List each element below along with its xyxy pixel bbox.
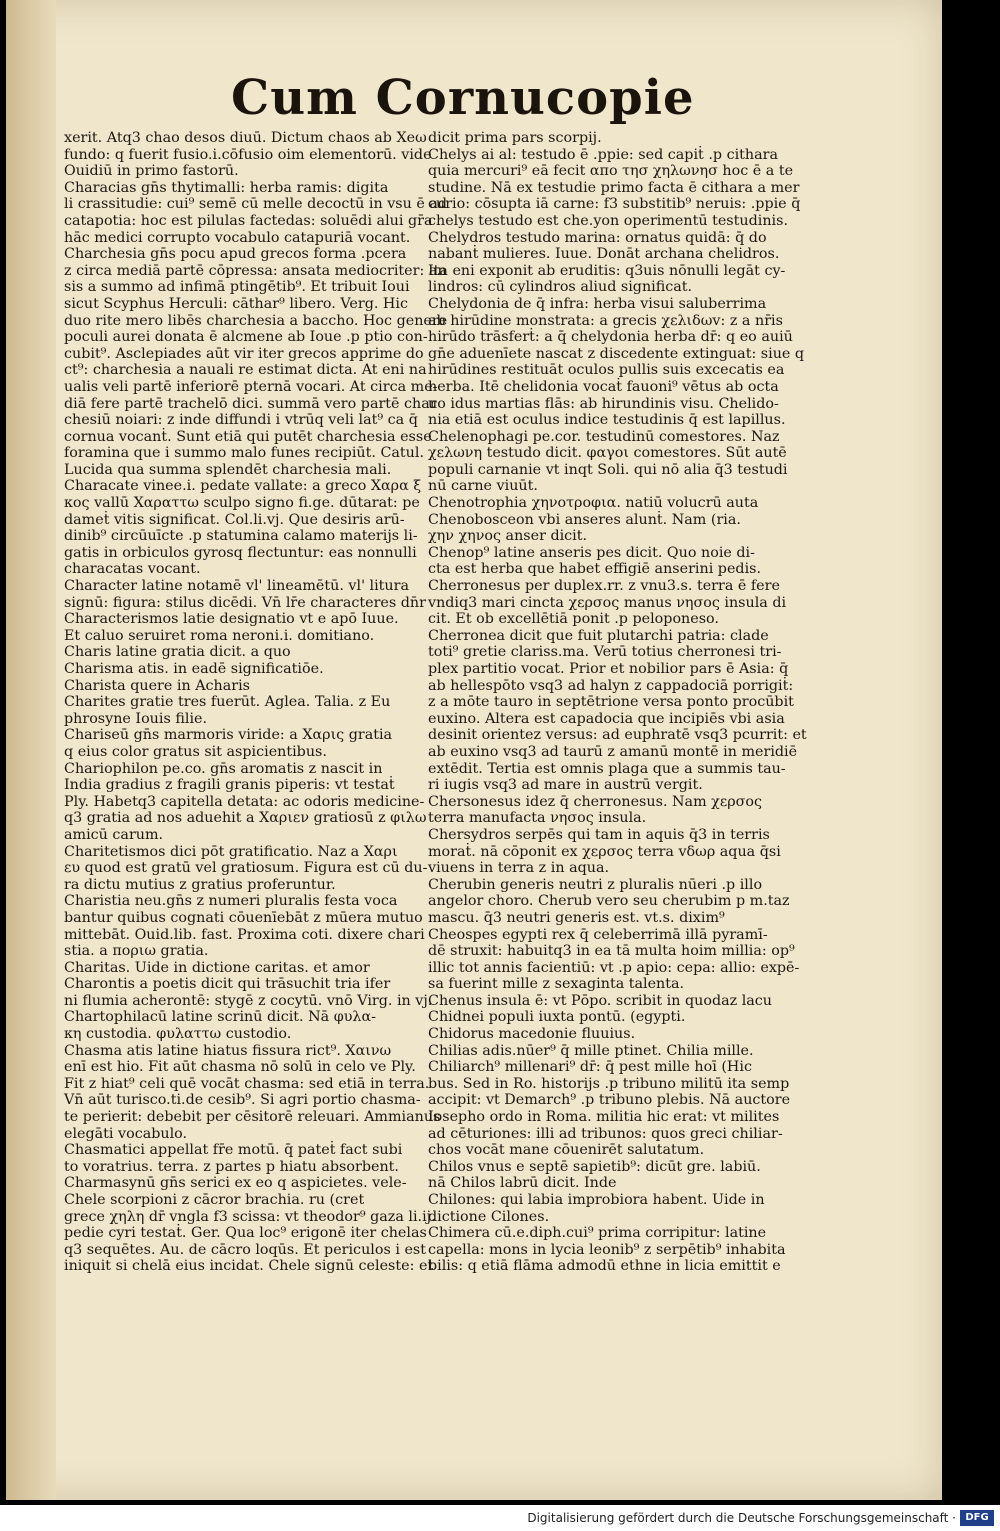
text-line: te perierit: debebit per cēsitorē releuari. Ammianus bbox=[64, 1109, 441, 1126]
text-line: Chelys ai al: testudo ē .ppie: sed capiṫ .p cithara bbox=[428, 146, 778, 163]
text-line: bantur quibus cognati cōuenīebāt z mūera mutuo bbox=[64, 909, 423, 926]
text-line: Ply. Habetq3 capitella detata: ac odoris medicine- bbox=[64, 793, 425, 810]
text-line: grece χηλη dr̄ vngla f3 scissa: vt theodor⁹ gaza li.ij. bbox=[64, 1208, 436, 1225]
text-line: ad cēturiones: illi ad tribunos: quos greci chiliar- bbox=[428, 1125, 783, 1142]
text-line: nū carne viuūt. bbox=[428, 478, 538, 495]
footer-bar bbox=[0, 1505, 1000, 1531]
text-line: Chersonesus idez q̄ cherronesus. Nam χερσος bbox=[428, 793, 763, 810]
text-line: cornua vocanṫ. Sunt etiā qui putēt charchesia esse bbox=[64, 428, 432, 445]
text-line: cit. Et ob excellētiā ponit .p peloponeso. bbox=[428, 611, 719, 628]
text-line: mascu. q̄3 neutri generis est. vt.s. dixim⁹ bbox=[428, 909, 725, 926]
text-line: amicū carum. bbox=[64, 826, 164, 843]
text-line: Character latine notamē vl' lineamētū. vl' litura bbox=[64, 578, 409, 595]
text-line: characatas vocant. bbox=[64, 561, 201, 578]
text-line: plex partitio vocat. Prior et nobilior pars ē Asia: q̄ bbox=[428, 661, 789, 677]
text-line: extēdit. Tertia est omnis plaga que a summis tau- bbox=[428, 760, 786, 777]
text-line: ri iugis vsq3 ad mare in austrū vergit. bbox=[428, 777, 703, 794]
text-line: dameṫ vitis significat. Col.li.vj. Que desiris arū- bbox=[64, 511, 405, 528]
text-line: z a mōte tauro in septētrione versa ponto procūbit bbox=[428, 694, 794, 711]
text-line: quia mercuri⁹ eā fecit απο τησ χηλωνησ hoc ē a te bbox=[428, 163, 794, 180]
text-line: dinib⁹ circūuīcte .p statumina calamo materijs li- bbox=[64, 528, 418, 545]
text-line: Charites gratie tres fuerūt. Aglea. Talia. z Eu bbox=[64, 694, 391, 711]
text-line: Vn̄ aūt turisco.ti.de cesib⁹. Si agri portio chasma- bbox=[64, 1092, 421, 1109]
text-line: Chidnei populi iuxta pontū. (egypti. bbox=[428, 1009, 686, 1026]
text-line: ra dictu mutius z gratius proferuntur. bbox=[64, 876, 336, 893]
running-head: Cum Cornucopie bbox=[231, 70, 695, 126]
text-line: fundo: q fuerit fusio.i.cōfusio oim elementorū. vide bbox=[64, 146, 432, 163]
text-line: Chilones: qui labia improbiora habent. Uide in bbox=[428, 1192, 765, 1208]
text-line: Fit z hiat⁹ celi quē vocāt chasma: sed etiā in terra. bbox=[64, 1075, 430, 1092]
text-line: Charistia neu.gn̄s z numeri pluralis festa voca bbox=[64, 893, 398, 910]
text-line: Chele scorpioni z cācror brachia. ru (cret bbox=[64, 1192, 365, 1208]
footer-credit: Digitalisierung gefördert durch die Deutsche Forschungsgemeinschaft · bbox=[527, 1511, 956, 1525]
text-line: Characterismos latie designatio vt e apō Iuue. bbox=[64, 611, 399, 628]
text-line: pedie cyri testaṫ. Ger. Qua loc⁹ erigonē iter chelas bbox=[64, 1225, 427, 1242]
text-line: lindros: cū cylindros aliud significat. bbox=[428, 279, 693, 296]
text-line: Chelydonia de q̄ infra: herba visui saluberrima bbox=[428, 295, 767, 312]
text-line: Chersydros serpēs qui tam in aquis q̄3 in terris bbox=[428, 826, 770, 843]
text-line: nia etiā est oculus indice testudinis q̄ est lapillus. bbox=[428, 412, 786, 429]
text-line: cta est herba que habet effigiē anserini pedis. bbox=[428, 561, 762, 578]
text-line: diā fere partē trachelō dici. summā vero partē char bbox=[64, 395, 437, 412]
text-line: Chiliarch⁹ millenari⁹ dr̄: q̄ pest mille hoī (Hic bbox=[428, 1059, 752, 1076]
text-line: sicut Scyphus Herculi: cāthar⁹ libero. Verg. Hic bbox=[64, 295, 408, 312]
text-line: Chasmatici appellat fr̄e motū. q̄ pateṫ fact subi bbox=[64, 1142, 403, 1159]
text-line: poculi aurei donata ē alcmene ab Ioue .p ptio con- bbox=[64, 329, 428, 346]
text-line: foramina que i summo malo funes recipiūt. Catul. bbox=[64, 445, 424, 462]
text-line: Ita eni exponit ab eruditis: q3uis nōnulli legāt cy- bbox=[428, 262, 786, 279]
text-line: India gradius z fragili granis piperis: vt testaṫ bbox=[64, 777, 395, 794]
text-line: chos vocāt mane cōuenirēt salutatum. bbox=[428, 1142, 705, 1159]
text-line: Charontis a poetis dicit qui trāsuchit tria ifer bbox=[64, 976, 391, 993]
text-line: stia. a ποριω gratia. bbox=[64, 943, 209, 960]
text-line: terra manufacta νησος insula. bbox=[428, 810, 647, 827]
text-line: dicit prima pars scorpij. bbox=[428, 130, 602, 146]
text-line: q eius color gratus sit aspicientibus. bbox=[64, 743, 327, 760]
text-line: Charitetismos dici pōt gratificatio. Naz a Χαρι bbox=[64, 843, 398, 860]
text-line: vndiq3 mari cincta χερσος manus νησος insula di bbox=[428, 594, 787, 611]
text-line: curio: cōsupta iā carne: f3 substitib⁹ neruis: .ppie q̄ bbox=[428, 196, 801, 213]
text-line: ct⁹: charchesia a nauali re estimat dicta. At eni na bbox=[64, 362, 427, 379]
text-line: Ouidiū in primo fastorū. bbox=[64, 163, 239, 180]
page-gutter bbox=[6, 0, 56, 1500]
text-line: Chartophilacū latine scrinū dicit. Nā φυλα- bbox=[64, 1009, 376, 1026]
text-line: nabanṫ mulieres. Iuue. Donāt archana chelidros. bbox=[428, 246, 780, 263]
text-line: li crassitudie: cui⁹ semē cū melle decoctū in vsu ē ad bbox=[64, 196, 448, 213]
text-line: ευ quod est gratū vel gratiosum. Figura est cū du- bbox=[64, 860, 428, 877]
text-line: illic tot annis facientiū: vt .p apio: cepa: allio: expē- bbox=[428, 959, 800, 976]
text-line: accipit: vt Demarch⁹ .p tribuno plebis. Nā auctore bbox=[428, 1092, 791, 1109]
text-line: hirūdo trāsferṫ: a q̄ chelydonia herba dr̄: q eo auiū bbox=[428, 329, 793, 346]
text-line: hāc medici corrupto vocabulo catapuriā vocant. bbox=[64, 229, 411, 246]
text-line: euxino. Altera est capadocia que incipiēs vbi asia bbox=[428, 710, 785, 727]
text-line: Cherronesus per duplex.rr. z vnu3.s. terra ē fere bbox=[428, 578, 780, 595]
text-line: bus. Sed in Ro. historijs .p tribuno militū ita semp bbox=[428, 1075, 790, 1092]
text-line: Chimera cū.e.diph.cui⁹ prima corripitur: latine bbox=[428, 1225, 767, 1242]
text-line: gn̄e aduenīete nascat z discedente extinguat: siue q bbox=[428, 345, 805, 362]
text-line: dictione Cilones. bbox=[428, 1208, 550, 1225]
text-line: κος vallū Χαραττω sculpo signo fi.ge. dūtarat: pe bbox=[64, 495, 420, 512]
text-line: nā Chilos labrū dicit. Inde bbox=[428, 1175, 617, 1192]
text-line: Chasma atis latine hiatus fissura rict⁹. Χαινω bbox=[64, 1042, 392, 1059]
text-line: Chenop⁹ latine anseris pes dicit. Quo noie di- bbox=[428, 544, 755, 561]
text-line: viuens in terra z in aqua. bbox=[428, 860, 610, 877]
text-line: sa fuerint mille z sexaginta talenta. bbox=[428, 976, 685, 993]
dfg-logo: DFG bbox=[960, 1510, 994, 1526]
text-line: Characias gn̄s thytimalli: herba ramis: digita bbox=[64, 179, 389, 196]
text-line: Charisma atis. in eadē significatiōe. bbox=[64, 661, 324, 677]
text-line: Chilos vnus e septē sapietib⁹: dicūt gre. labiū. bbox=[428, 1158, 761, 1175]
text-line: ualis veli partē inferiorē pternā vocari. At circa me- bbox=[64, 378, 438, 395]
text-line: desinit orientez versus: ad euphratē vsq3 pcurrit: et bbox=[428, 727, 807, 744]
text-line: toti⁹ gretie clariss.ma. Verū totius cherronesi tri- bbox=[428, 644, 782, 661]
right-column bbox=[428, 130, 807, 1275]
text-line: studine. Nā ex testudie primo facta ē cithara a mer bbox=[428, 179, 800, 196]
text-line: Chilias adis.nūer⁹ q̄ mille ptinet. Chilia mille. bbox=[428, 1042, 754, 1059]
text-line: dē struxit: habuitq3 in ea tā multa hoim millia: op⁹ bbox=[428, 943, 795, 960]
text-line: moraṫ. nā cōponit ex χερσος terra vδωρ aqua q̄si bbox=[428, 843, 781, 860]
text-line: chelys testudo est che.yon operimentū testudinis. bbox=[428, 212, 788, 229]
text-line: hirūdines restituāt oculos pullis suis excecatis ea bbox=[428, 362, 785, 379]
text-line: Iosepho ordo in Roma. militia hic erat: vt milites bbox=[428, 1109, 780, 1126]
text-line: Characate vinee.i. pedate vallate: a greco Χαρα ξ bbox=[64, 478, 422, 495]
text-line: uo idus martias flās: ab hirundinis visu. Chelido- bbox=[428, 395, 779, 412]
text-line: capella: mons in lycia leonib⁹ z serpētib⁹ inhabita bbox=[428, 1241, 786, 1258]
text-line: Cherronea dicit que fuit plutarchi patria: clade bbox=[428, 627, 769, 644]
scanned-page bbox=[6, 0, 942, 1500]
text-line: herba. Itē chelidonia vocaṫ fauoni⁹ vētus ab octa bbox=[428, 378, 779, 395]
text-line: bilis: q etiā flāma admodū ethne in licia emittit e bbox=[428, 1258, 781, 1275]
text-line: signū: figura: stilus dicēdi. Vn̄ lr̄e characteres dn̄r bbox=[64, 594, 426, 611]
text-line: q3 sequētes. Au. de cācro loqūs. Et periculos i est bbox=[64, 1241, 426, 1258]
text-line: Cherubin generis neutri z pluralis nūeri .p illo bbox=[428, 876, 763, 893]
text-line: ab euxino vsq3 ad taurū z amanū montē in meridiē bbox=[428, 743, 798, 760]
text-line: Chenotrophia χηνοτροφια. natiū volucrū auta bbox=[428, 495, 759, 512]
text-line: sis a summo ad infimā ptingētib⁹. Et tribuit Ioui bbox=[64, 279, 410, 296]
text-line: gatis in orbiculos gyrosq flectuntur: eas nonnulli bbox=[64, 544, 417, 561]
text-line: Cheospes egypti rex q̄ celeberrimā illā pyramī- bbox=[428, 926, 768, 943]
text-line: catapotia: hoc est pilulas factedas: soluēdi alui gr̄a bbox=[64, 212, 433, 229]
text-line: Charchesia gn̄s pocu apud grecos forma .pcera bbox=[64, 246, 407, 263]
text-line: Chenus insula ē: vt Pōpo. scribit in quodaz lacu bbox=[428, 992, 773, 1009]
text-line: chesiū noiari: z inde diffundi i vtrūq veli lat⁹ ca q̄ bbox=[64, 412, 418, 429]
text-line: Charmasynū gn̄s serici ex eo q aspicietes. vele- bbox=[64, 1175, 407, 1192]
text-line: Chelydros testudo marina: ornatus quidā: q̄ do bbox=[428, 229, 767, 246]
text-line: Charitas. Uide in dictione caritas. et amor bbox=[64, 959, 370, 976]
text-line: ni flumia acherontē: stygē z cocytū. vnō Virg. in vj. bbox=[64, 992, 433, 1009]
text-line: to voratrius. terra. z partes p hiatu absorbent. bbox=[64, 1158, 399, 1175]
text-line: cubit⁹. Asclepiades aūt vir iter grecos apprime do bbox=[64, 345, 424, 362]
text-line: Chenobosceon vbi anseres alunṫ. Nam (ria. bbox=[428, 511, 741, 528]
text-line: z circa mediā partē cōpressa: ansata mediocriter: an bbox=[64, 262, 447, 279]
text-line: Chariseū gn̄s marmoris viride: a Χαρις gratia bbox=[64, 727, 393, 744]
text-line: angelor choro. Cherub vero seu cherubim p m.taz bbox=[428, 893, 790, 910]
text-line: Chelenophagi pe.cor. testudinū comestores. Naz bbox=[428, 428, 780, 445]
text-line: duo rite mero libēs charchesia a baccho. Hoc genere bbox=[64, 312, 448, 329]
text-line: iniquit si chelā eius incidat. Chele signū celeste: et bbox=[64, 1258, 434, 1275]
text-line: xerit. Atq3 chao desos diuū. Dictum chaos ab Xeω bbox=[64, 130, 427, 146]
left-column bbox=[64, 130, 448, 1275]
text-line: Charis latine gratia dicit. a quo bbox=[64, 644, 291, 661]
text-line: Et caluo seruiret roma neroni.i. domitiano. bbox=[64, 627, 375, 644]
text-line: ab hirūdine monstrata: a grecis χελιδωv: z a nr̄is bbox=[428, 312, 783, 329]
text-line: mittebāt. Ouid.lib. fast. Proxima coti. dixere chari bbox=[64, 926, 425, 943]
text-line: elegāti vocabulo. bbox=[64, 1125, 188, 1142]
text-line: Chariophilon pe.co. gn̄s aromatis z nascit in bbox=[64, 760, 383, 777]
text-line: Chidorus macedonie fluuius. bbox=[428, 1026, 636, 1043]
text-line: κη custodia. φυλαττω custodio. bbox=[64, 1026, 292, 1043]
text-line: Lucida qua summa splendēt charchesia mali. bbox=[64, 461, 392, 478]
text-line: χελωνη testudo dicit. φαγοι comestores. Sūt autē bbox=[428, 445, 787, 462]
text-line: ab hellespōto vsq3 ad halyn z cappadociā porrigiṫ: bbox=[428, 677, 794, 694]
text-line: enī est hio. Fit aūt chasma nō solū in celo ve Ply. bbox=[64, 1059, 416, 1076]
text-line: q3 gratia ad nos aduehit a Χαριεν gratiosū z φιλω bbox=[64, 810, 427, 827]
text-line: Charista quere in Acharis bbox=[64, 677, 251, 694]
text-line: χην χηνος anser dicit. bbox=[428, 528, 588, 545]
text-line: phrosyne Iouis filie. bbox=[64, 710, 208, 727]
text-line: populi carnanie vt inqt Soli. qui nō alia q̄3 testudi bbox=[428, 461, 788, 478]
